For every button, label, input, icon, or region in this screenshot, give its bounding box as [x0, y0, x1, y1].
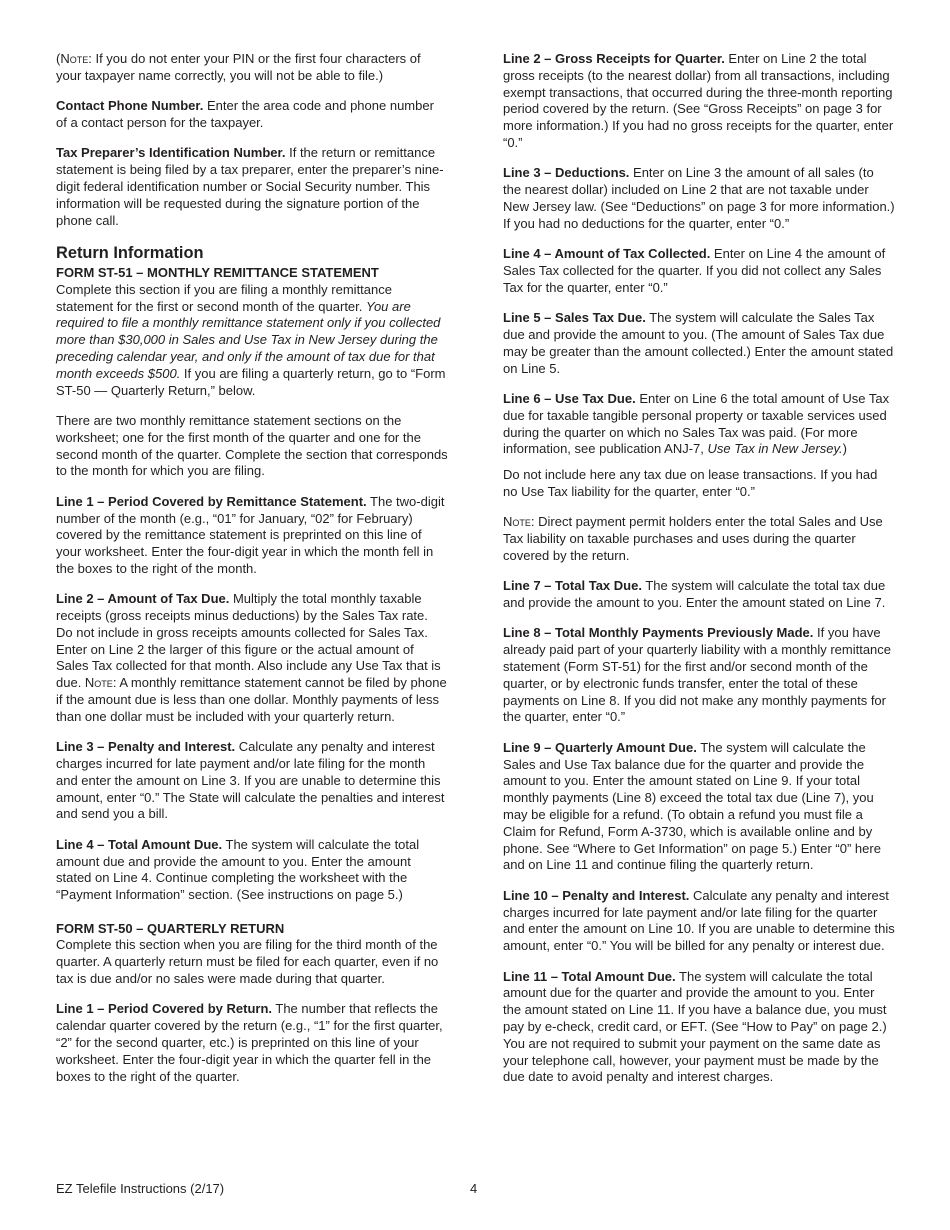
- quarterly-line6: [503, 391, 895, 458]
- st50-title: FORM ST-50 – QUARTERLY RETURN: [56, 920, 285, 936]
- st51-sections: There are two monthly remittance statement sections on the worksheet; one for the first month of the quarter and one for the second month of the quarter. Complete the section that corresponds to the month for which you are filing.: [56, 412, 448, 479]
- quarterly-line9-heading: Line 9 – Quarterly Amount Due.: [503, 739, 697, 755]
- quarterly-line2: [503, 51, 895, 152]
- quarterly-line6-heading: Line 6 – Use Tax Due.: [503, 390, 636, 406]
- contact-phone-heading: Contact Phone Number.: [56, 98, 204, 114]
- note-text: : If you do not enter your PIN or the first four characters of your taxpayer name correctly, you will not be able to file.): [56, 51, 421, 83]
- quarterly-line7-heading: Line 7 – Total Tax Due.: [503, 578, 642, 594]
- quarterly-line6-text: Enter on Line 6 the total amount of Use Tax due for taxable tangible personal property or taxable services used during the quarter on which no Sales Tax was paid. (For more information, see publication ANJ-7,: [503, 390, 890, 457]
- quarterly-line4-heading: Line 4 – Amount of Tax Collected.: [503, 246, 711, 262]
- st51-title: FORM ST-51 – MONTHLY REMITTANCE STATEMENT: [56, 264, 379, 280]
- right-column: [503, 51, 895, 1086]
- st51-intro-b: If you are filing a quarterly return, go to “Form ST-50 — Quarterly Return,” below.: [56, 365, 446, 398]
- monthly-line2-heading: Line 2 – Amount of Tax Due.: [56, 591, 230, 607]
- monthly-line3-heading: Line 3 – Penalty and Interest.: [56, 739, 236, 755]
- quarterly-line3-heading: Line 3 – Deductions.: [503, 165, 630, 181]
- note-label: Note: [60, 51, 89, 66]
- monthly-line4: [56, 837, 448, 904]
- section-title: Return Information: [56, 243, 204, 262]
- quarterly-line1: [56, 1001, 448, 1085]
- quarterly-line6-note-text: : Direct payment permit holders enter the total Sales and Use Tax liability on taxable purchases and uses during the quarter covered by the return.: [503, 514, 883, 563]
- footer-document-title: EZ Telefile Instructions (2/17): [56, 1181, 225, 1196]
- quarterly-line10-heading: Line 10 – Penalty and Interest.: [503, 887, 690, 903]
- monthly-line1-heading: Line 1 – Period Covered by Remittance Statement.: [56, 493, 367, 509]
- quarterly-line8: [503, 625, 895, 726]
- quarterly-line8-text: If you have already paid part of your quarterly liability with a monthly remittance statement (Form ST-51) for the first and/or second month of the quarter, or by electronic funds transfer, enter the total of these payments on Line 8. If you did not make any monthly payments for the quarter, enter “0.”: [503, 625, 892, 725]
- quarterly-line5-heading: Line 5 – Sales Tax Due.: [503, 310, 646, 326]
- left-column: [56, 51, 448, 1099]
- st51-intro: [56, 282, 448, 400]
- quarterly-line6-note: [503, 514, 895, 564]
- monthly-line2-text: Multiply the total monthly taxable receipts (gross receipts minus deductions) by the Sales Tax rate. Do not include in gross receipts amounts collected for Sales Tax. Enter on Line 2 the larger of this figure or the actual amount of Sales Tax collected for that month. Also include any Use Tax that is due.: [56, 591, 441, 691]
- quarterly-line6-close: ): [842, 441, 847, 457]
- quarterly-line1-heading: Line 1 – Period Covered by Return.: [56, 1001, 272, 1017]
- quarterly-line1-text: The number that reflects the calendar quarter covered by the return (e.g., “1” for the first quarter, “2” for the second quarter, etc.) is preprinted on this line of your worksheet. Enter the four-digit year in which the quarter fell in the boxes to the right of the quarter.: [56, 1001, 443, 1084]
- monthly-line1-text: The two-digit number of the month (e.g., “01” for January, “02” for February) covered by the remittance statement is preprinted on this line of your worksheet. Enter the four-digit year in which the month fell in the boxes to the right of the month.: [56, 493, 445, 576]
- monthly-line3: [56, 739, 448, 823]
- quarterly-line6-publication: Use Tax in New Jersey.: [707, 441, 843, 457]
- quarterly-line11: [503, 969, 895, 1087]
- monthly-line4-heading: Line 4 – Total Amount Due.: [56, 836, 223, 852]
- quarterly-line9-text: The system will calculate the Sales and Use Tax balance due for the quarter and provide the amount to you. Enter the amount stated on Line 9. If your total monthly payments (Line 8) exceed the total tax due (Line 7), you may be eligible for a refund. (To obtain a refund you must file a Claim for Refund, Form A-3730, which is available online and by phone. See “Where to Get Information” on page 5.) Enter “0” here and on Line 11 and continue filing the quarterly return.: [503, 739, 881, 873]
- preparer-id-text: If the return or remittance statement is being filed by a tax preparer, enter the preparer’s nine-digit federal identification number or Social Security number. This information will be requested during the signature portion of the phone call.: [56, 145, 444, 228]
- quarterly-line7-text: The system will calculate the total tax due and provide the amount to you. Enter the amount stated on Line 7.: [503, 578, 886, 611]
- monthly-line4-text: The system will calculate the total amount due and provide the amount to you. Enter the amount stated on Line 4. Continue completing the worksheet with the “Payment Information” section. (See instructions on page 5.): [56, 836, 420, 903]
- quarterly-line6-lease: Do not include here any tax due on lease transactions. If you had no Use Tax liability for the quarter, enter “0.”: [503, 467, 878, 499]
- quarterly-line11-heading: Line 11 – Total Amount Due.: [503, 968, 676, 984]
- st50-intro: Complete this section when you are filing for the third month of the quarter. A quarterly return must be filed for each quarter, even if no tax is due and/or no sales were made during that quarter.: [56, 937, 439, 986]
- quarterly-line10-text: Calculate any penalty and interest charges incurred for late payment and/or late filing for the quarter and enter the amount on Line 10. If you are unable to determine this amount, enter “0.” You will be billed for any penalty or interest due.: [503, 887, 895, 954]
- quarterly-line5: [503, 310, 895, 377]
- monthly-line2-note-label: Note: [84, 675, 113, 691]
- preparer-id-heading: Tax Preparer’s Identification Number.: [56, 145, 286, 161]
- contact-phone-text: Enter the area code and phone number of a contact person for the taxpayer.: [56, 98, 434, 130]
- quarterly-line4: [503, 246, 895, 296]
- quarterly-line7: [503, 578, 895, 612]
- page-number: 4: [470, 1181, 478, 1196]
- quarterly-line5-text: The system will calculate the Sales Tax due and provide the amount to you. (The amount of Sales Tax due may be greater than the amount collected.) Enter the amount stated on Line 5.: [503, 310, 894, 376]
- quarterly-line2-text: Enter on Line 2 the total gross receipts (to the nearest dollar) from all transactions, including exempt transactions, that occurred during the three-month reporting period covered by the return. (See “Gross Receipts” on page 3 for more information.) If you had no gross receipts for the quarter, enter “0.”: [503, 51, 894, 150]
- monthly-line2-note-text: : A monthly remittance statement cannot be filed by phone if the amount due is less than one dollar. Monthly payments of less than one dollar must be included with your quarterly return.: [56, 675, 447, 724]
- quarterly-line4-text: Enter on Line 4 the amount of Sales Tax collected for the quarter. If you did not collect any Sales Tax for the quarter, enter “0.”: [503, 246, 886, 295]
- quarterly-line10: [503, 888, 895, 955]
- quarterly-line3: [503, 165, 895, 232]
- st51-intro-a: Complete this section if you are filing a monthly remittance statement for the first or second month of the quarter.: [56, 281, 392, 314]
- quarterly-line2-heading: Line 2 – Gross Receipts for Quarter.: [503, 51, 725, 66]
- preparer-id-paragraph: [56, 145, 448, 229]
- monthly-line3-text: Calculate any penalty and interest charges incurred for late payment and/or late filing for the month and enter the amount on Line 3. If you are unable to determine this amount, enter “0.” The State will calculate the penalties and interest and send you a bill.: [56, 739, 445, 822]
- quarterly-line8-heading: Line 8 – Total Monthly Payments Previously Made.: [503, 625, 814, 641]
- monthly-line1: [56, 494, 448, 578]
- note-open: (: [56, 51, 61, 66]
- note-pin: [56, 51, 448, 85]
- st51-intro-italic: You are required to file a monthly remittance statement only if you collected more than $30,000 in Sales and Use Tax in New Jersey during the preceding calendar year, and only if the amount of tax due for that month exceeds $500.: [56, 298, 441, 381]
- quarterly-line3-text: Enter on Line 3 the amount of all sales (to the nearest dollar) included on Line 2 that are not taxable under New Jersey law. (See “Deductions” on page 3 for more information.) If you had no deductions for the quarter, enter “0.”: [503, 165, 895, 231]
- quarterly-line11-text: The system will calculate the total amount due for the quarter and provide the amount to you. Enter the amount stated on Line 11. If you have a balance due, you must pay by e-check, credit card, or EFT. (See “How to Pay” on page 2.) You are not required to submit your payment on the same date as your telephone call, however, your payment must be made by the due date to avoid penalty and interest charges.: [503, 968, 887, 1085]
- contact-phone-paragraph: [56, 98, 448, 132]
- quarterly-line9: [503, 740, 895, 874]
- monthly-line2: [56, 591, 448, 725]
- quarterly-line6-note-label: Note: [503, 514, 531, 530]
